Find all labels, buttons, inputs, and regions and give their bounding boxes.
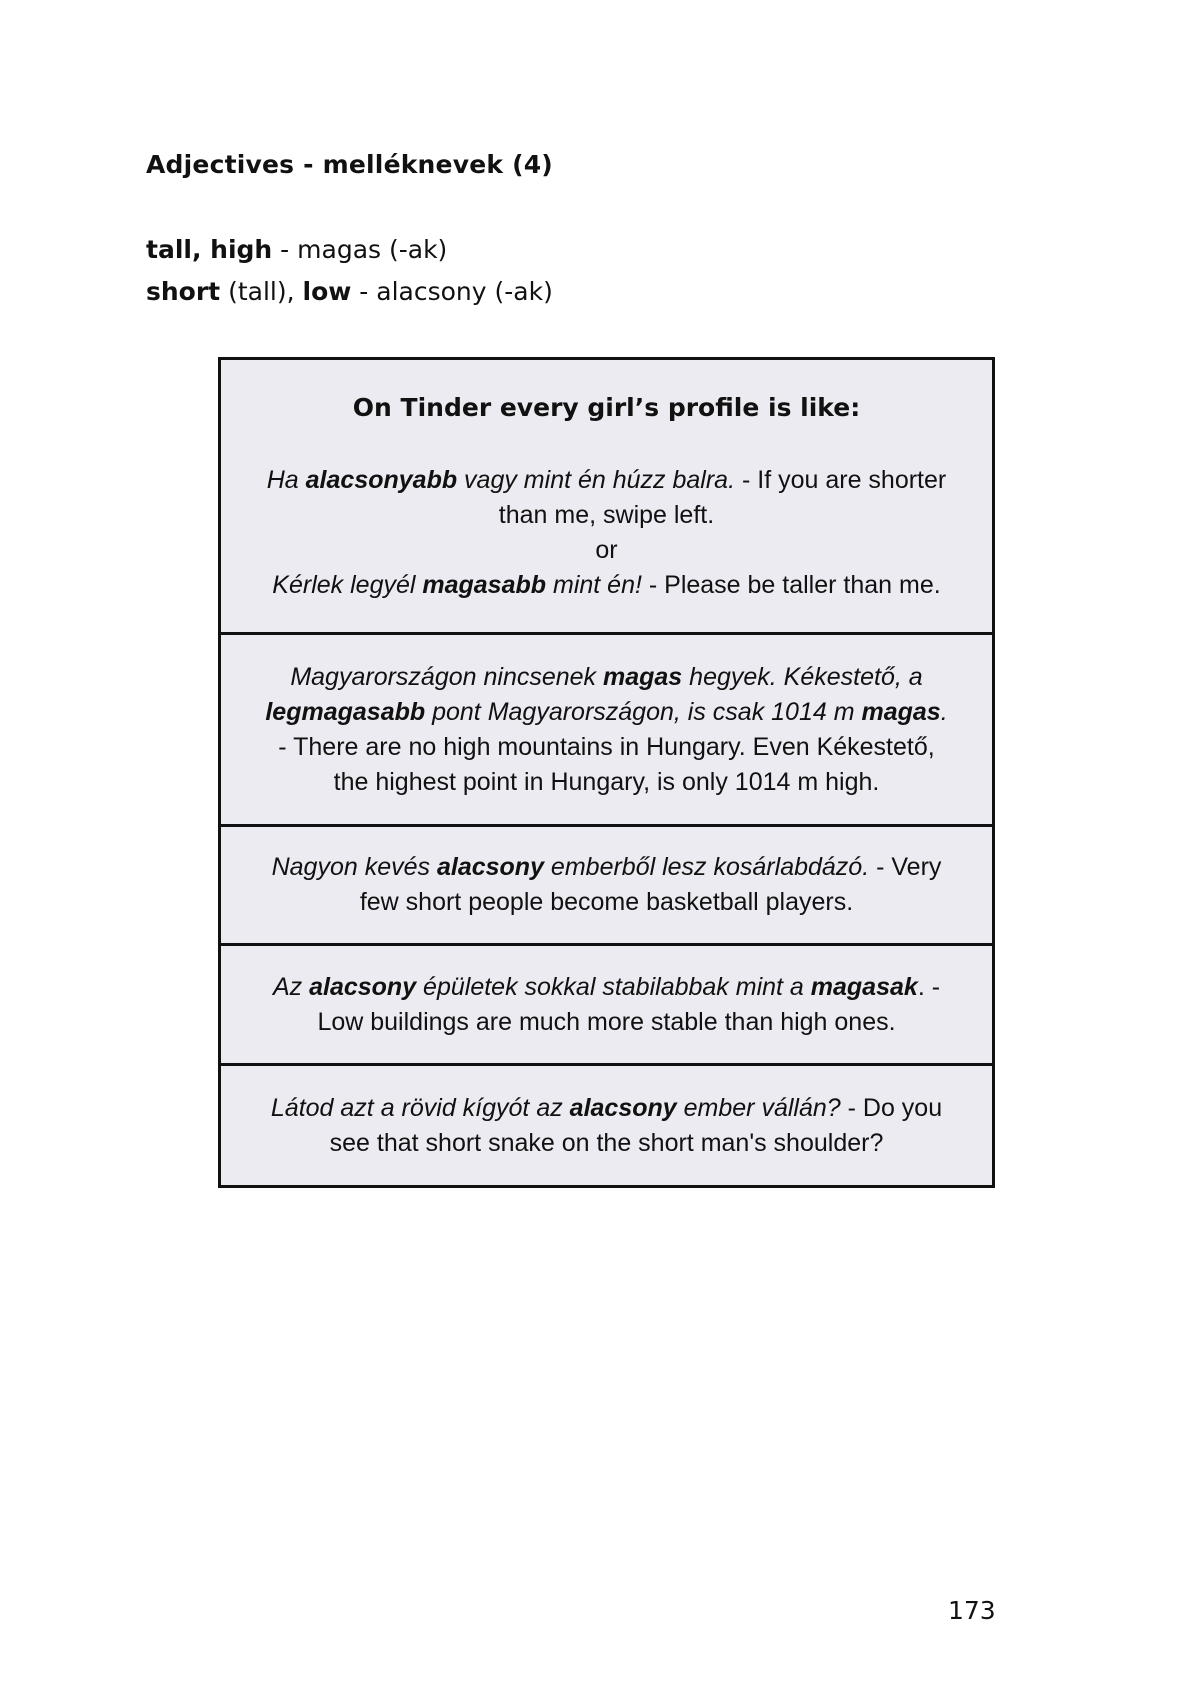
example-line: - There are no high mountains in Hungary. Even Kékestető, — [278, 732, 935, 761]
example-cell-5 — [221, 1066, 992, 1185]
vocab-line-short-low — [146, 277, 553, 306]
hu-text: vagy mint én húzz balra. — [457, 466, 736, 494]
hu-text: pont Magyarországon, is csak 1014 m — [425, 697, 862, 726]
example-cell-3 — [221, 827, 992, 946]
hu-text: . — [940, 697, 948, 726]
hu-text: hegyek. Kékestető, a — [682, 662, 923, 691]
example-line — [271, 1091, 942, 1126]
example-line — [273, 970, 940, 1005]
example-line: see that short snake on the short man's shoulder? — [329, 1128, 884, 1157]
example-line — [272, 850, 942, 885]
vocab-note: (tall), — [220, 277, 303, 306]
hu-text: Kérlek legyél — [272, 571, 423, 599]
example-line: Low buildings are much more stable than high ones. — [317, 1007, 896, 1036]
example-cell-4 — [221, 946, 992, 1066]
vocab-definition: - alacsony (-ak) — [351, 277, 553, 306]
example-line: the highest point in Hungary, is only 1014 m high. — [333, 767, 880, 796]
en-text: - If you are shorter — [735, 466, 947, 494]
hu-text: emberből lesz kosárlabdázó. — [543, 853, 870, 881]
example-line — [272, 568, 940, 603]
hu-keyword: alacsony — [569, 1093, 677, 1122]
vocab-term-2: low — [302, 277, 352, 306]
separator-or: or — [595, 536, 618, 564]
hu-keyword: magasak — [810, 972, 918, 1001]
vocab-term: short — [146, 277, 221, 306]
en-text: - Do you — [840, 1093, 943, 1122]
example-cell-2 — [221, 635, 992, 827]
hu-text: mint én! — [546, 571, 642, 599]
hu-text: Magyarországon nincsenek — [290, 662, 603, 691]
example-line: than me, swipe left. — [498, 501, 715, 529]
hu-keyword: alacsonyabb — [305, 466, 458, 494]
example-line — [290, 660, 922, 695]
hu-keyword: alacsony — [436, 853, 544, 881]
vocab-definition: - magas (-ak) — [272, 235, 448, 264]
vocab-term: tall, high — [146, 235, 273, 264]
vocab-line-tall-high — [146, 235, 447, 264]
example-line — [267, 463, 946, 498]
example-line — [265, 695, 947, 730]
example-line: few short people become basketball players. — [359, 888, 854, 916]
hu-keyword: alacsony — [309, 972, 417, 1001]
page-number: 173 — [948, 1596, 996, 1625]
example-sentences-box — [218, 357, 995, 1188]
hu-text: épületek sokkal stabilabbak mint a — [416, 972, 811, 1001]
hu-text: Nagyon kevés — [271, 853, 437, 881]
en-text: . - — [917, 972, 941, 1001]
hu-text: Látod azt a rövid kígyót az — [270, 1093, 570, 1122]
hu-text: ember vállán? — [676, 1093, 841, 1122]
en-text: - Please be taller than me. — [641, 571, 941, 599]
box-title-cell — [221, 360, 992, 463]
box-title: On Tinder every girl’s profile is like: — [352, 393, 861, 422]
page-heading: Adjectives - melléknevek (4) — [146, 150, 553, 179]
hu-keyword: magas — [861, 697, 941, 726]
hu-keyword: magas — [603, 662, 683, 691]
hu-text: Az — [272, 972, 310, 1001]
hu-text: Ha — [266, 466, 306, 494]
en-text: - Very — [869, 853, 942, 881]
example-cell-1 — [221, 463, 992, 635]
hu-keyword: magasabb — [422, 571, 547, 599]
hu-keyword: legmagasabb — [265, 697, 426, 726]
